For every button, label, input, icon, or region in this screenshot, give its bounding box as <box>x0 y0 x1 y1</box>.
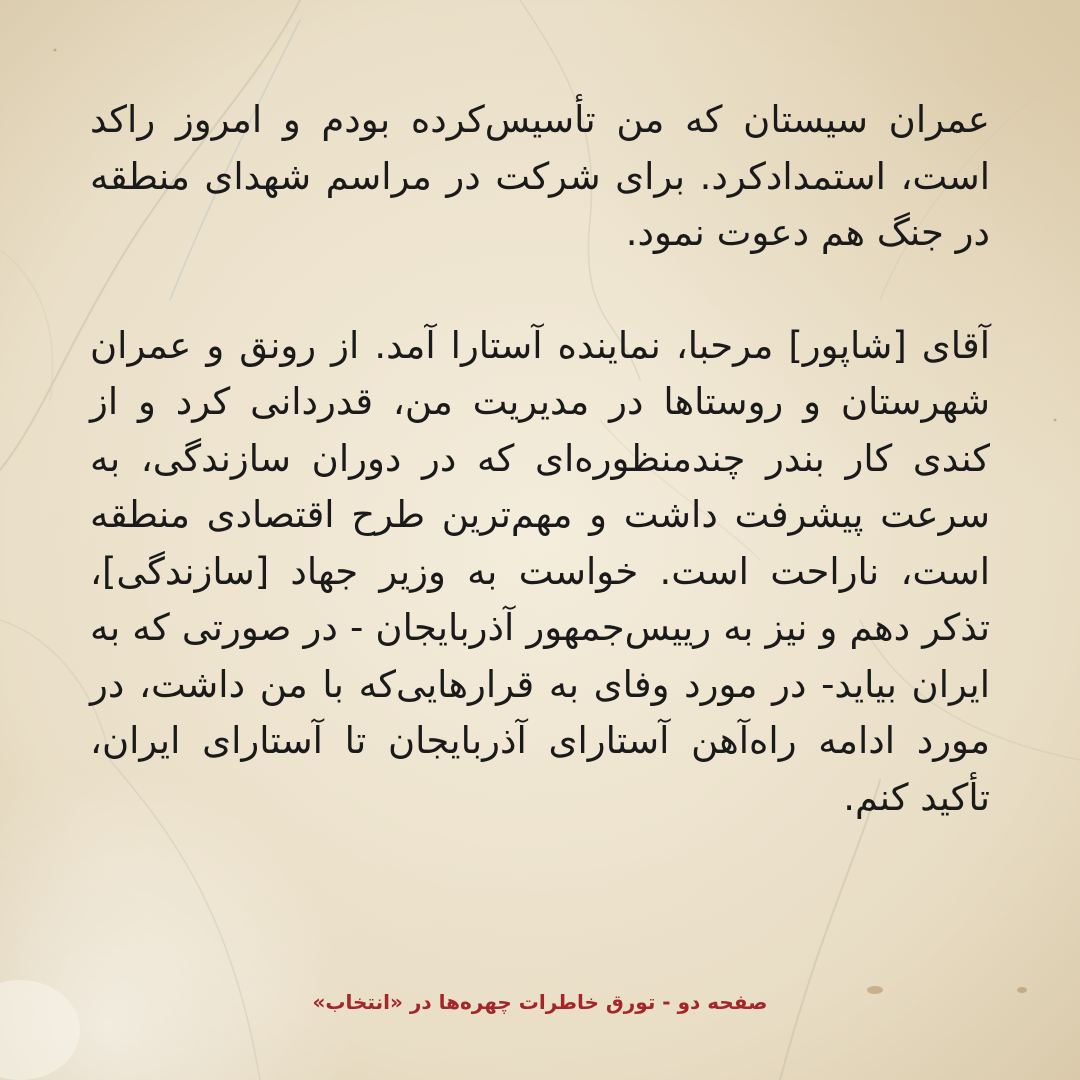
memoir-text <box>90 92 990 826</box>
paragraph-1: عمران سیستان که من تأسیس‌کرده بودم و امروز راکد است، استمدادکرد. برای شرکت در مراسم شهدای منطقه در جنگ هم دعوت نمود. <box>90 98 990 254</box>
paragraph-2: آقای [شاپور] مرحبا، نماینده آستارا آمد. از رونق و عمران شهرستان و روستاها در مدیریت من، قدردانی کرد و از کندی کار بندر چندمنظوره‌ای که در دوران سازندگی، به سرعت پیشرفت داشت و مهم‌ترین طرح اقتصادی منطقه است، ناراحت است. خواست به وزیر جهاد [سازندگی]، تذکر دهم و نیز به رییس‌جمهور آذربایجان - در صورتی که به ایران بیاید- در مورد وفای به قرارهایی‌که با من داشت، در مورد ادامه راه‌آهن آستارای آذربایجان تا آستارای ایران، تأکید کنم. <box>90 323 990 819</box>
footer-caption: صفحه دو - تورق خاطرات چهره‌ها در «انتخاب» <box>312 990 768 1014</box>
